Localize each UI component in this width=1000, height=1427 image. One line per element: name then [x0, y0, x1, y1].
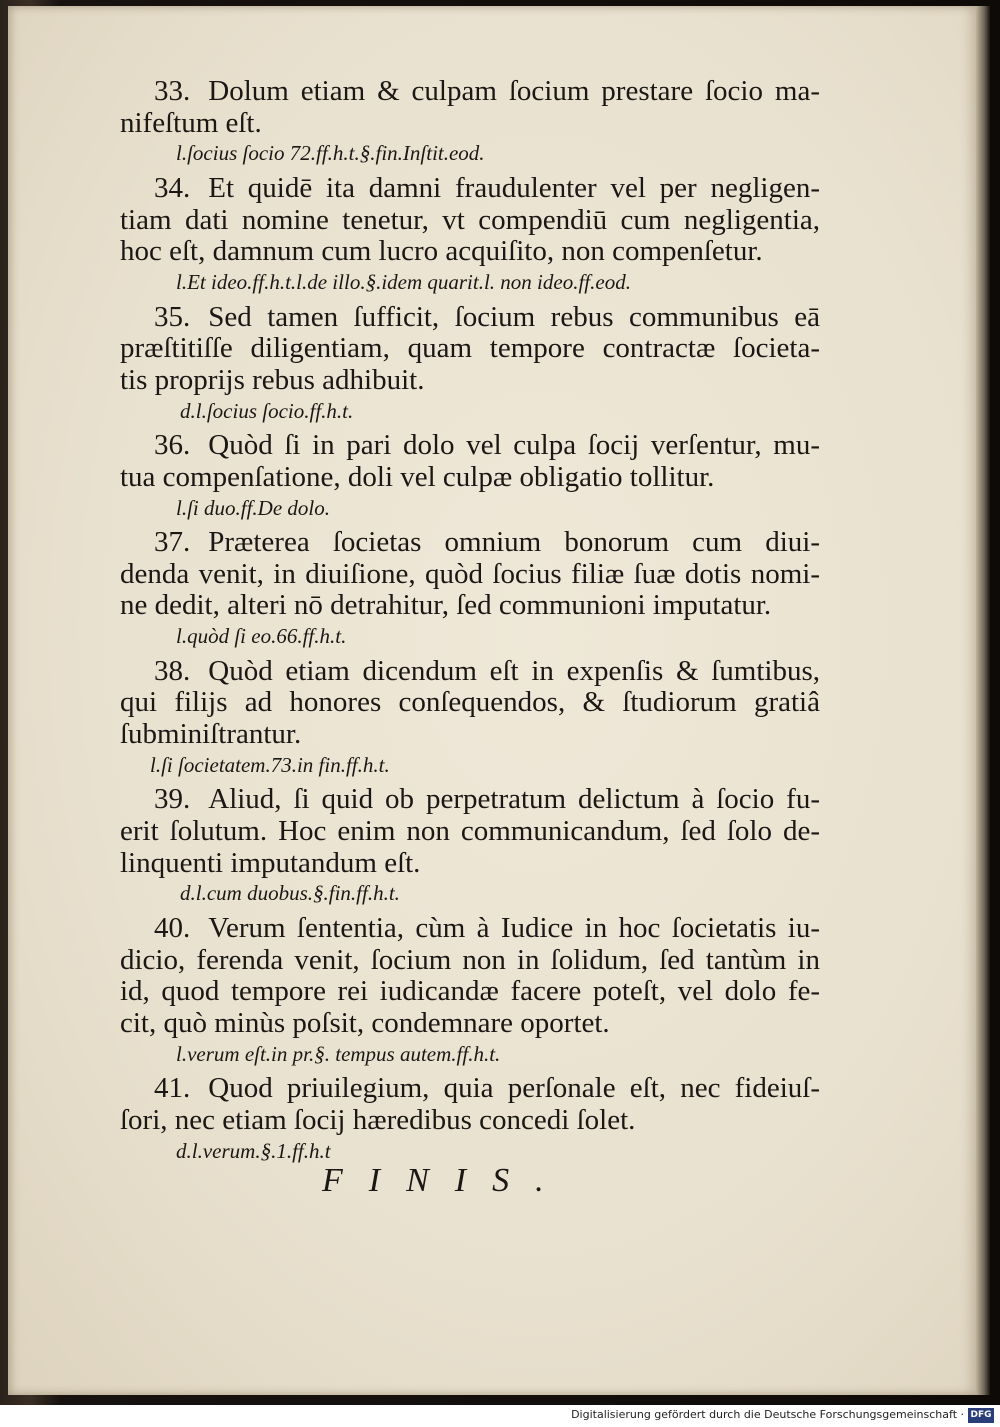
paragraph-first-line [154, 428, 820, 462]
paragraph-line: tis proprijs rebus adhibuit. [120, 363, 425, 396]
legal-citation: l.Et ideo.ff.h.t.l.de illo.§.idem quarit.l. non ideo.ff.eod. [176, 270, 631, 294]
paragraph-line: cit, quò minùs poſsit, condemnare oportet. [120, 1006, 610, 1039]
legal-citation: l.verum eſt.in pr.§. tempus autem.ff.h.t. [176, 1041, 501, 1066]
paragraph-number: 34. [154, 171, 191, 204]
paragraph-text: Aliud, ſi quid ob perpetratum delictum à ſocio fu- [208, 783, 820, 816]
paragraph-line: ne dedit, alteri nō detrahitur, ſed communioni imputatur. [120, 589, 772, 622]
paragraph-first-line [154, 911, 820, 945]
paragraph-number: 39. [154, 783, 191, 816]
paragraph-number: 41. [154, 1072, 191, 1105]
paragraph-text: Sed tamen ſufficit, ſocium rebus communibus eā [208, 300, 820, 333]
paragraph-text: Quod priuilegium, quia perſonale eſt, nec fideiuſ- [208, 1072, 820, 1105]
paragraph-first-line [154, 1071, 820, 1105]
paragraph-line: linquenti imputandum eſt. [120, 846, 421, 879]
paragraph-line: qui filijs ad honores conſequendos, & ſtudiorum gratiâ [120, 686, 820, 719]
paragraph-number: 36. [154, 429, 191, 462]
paragraph-number: 38. [154, 654, 191, 687]
paragraph-line: ſubminiſtrantur. [120, 718, 302, 750]
paragraph-first-line [154, 782, 820, 816]
legal-citation: l.ſi ſocietatem.73.in fin.ff.h.t. [150, 752, 390, 777]
paragraph-text: Quòd etiam dicendum eſt in expenſis & ſumtibus, [208, 654, 820, 687]
paragraph-first-line [154, 171, 820, 205]
digitization-credit: Digitalisierung gefördert durch die Deutsche Forschungsgemeinschaft · [571, 1408, 964, 1421]
legal-citation: l.ſi duo.ff.De dolo. [176, 495, 330, 520]
paragraph-number: 40. [154, 911, 191, 944]
dfg-logo: DFG [968, 1408, 994, 1423]
legal-citation: d.l.verum.§.1.ff.h.t [176, 1138, 331, 1163]
legal-citation: d.l.cum duobus.§.fin.ff.h.t. [180, 881, 400, 906]
legal-citation: d.l.ſocius ſocio.ff.h.t. [180, 398, 354, 423]
paragraph-text: Præterea ſocietas omnium bonorum cum diui- [208, 526, 820, 558]
paragraph-line: nifeſtum eſt. [120, 106, 262, 139]
paragraph-line: erit ſolutum. Hoc enim non communicandum, ſed ſolo de- [120, 814, 820, 847]
paragraph-line: denda venit, in diuiſione, quòd ſocius filiæ ſuæ dotis nomi- [120, 557, 820, 590]
paragraph-first-line [154, 654, 820, 688]
paragraph-line: id, quod tempore rei iudicandæ facere poteſt, vel dolo fe- [120, 975, 820, 1008]
paragraph-text: Dolum etiam & culpam ſocium prestare ſocio ma- [208, 75, 820, 107]
paragraph-first-line [154, 300, 820, 334]
footer-bar [0, 1405, 1000, 1427]
paragraph-line: præſtitiſſe diligentiam, quam tempore contractæ ſocieta- [120, 332, 820, 365]
paragraph-first-line [154, 525, 820, 559]
paragraph-line: hoc eſt, damnum cum lucro acquiſito, non compenſetur. [120, 235, 763, 268]
finis-heading: FINIS. [322, 1162, 570, 1199]
paragraph-text: Verum ſententia, cùm à Iudice in hoc ſocietatis iu- [208, 911, 820, 944]
paragraph-number: 33. [154, 75, 191, 107]
legal-citation: l.quòd ſi eo.66.ff.h.t. [176, 624, 347, 649]
paragraph-line: tiam dati nomine tenetur, vt compendiū cum negligentia, [120, 203, 820, 236]
legal-citation: l.ſocius ſocio 72.ff.h.t.§.fin.Inſtit.eod. [176, 141, 485, 166]
paragraph-text: Quòd ſi in pari dolo vel culpa ſocij verſentur, mu- [208, 429, 820, 462]
paragraph-line: ſori, nec etiam ſocij hæredibus concedi ſolet. [120, 1103, 636, 1136]
paragraph-text: Et quidē ita damni fraudulenter vel per negligen- [208, 171, 820, 204]
paragraph-first-line [154, 74, 820, 108]
paragraph-number: 35. [154, 300, 191, 333]
paragraph-line: dicio, ferenda venit, ſocium non in ſolidum, ſed tantùm in [120, 943, 820, 976]
paragraph-line: tua compenſatione, doli vel culpæ obligatio tollitur. [120, 460, 715, 493]
paragraph-number: 37. [154, 526, 191, 558]
page-edge [976, 6, 990, 1395]
